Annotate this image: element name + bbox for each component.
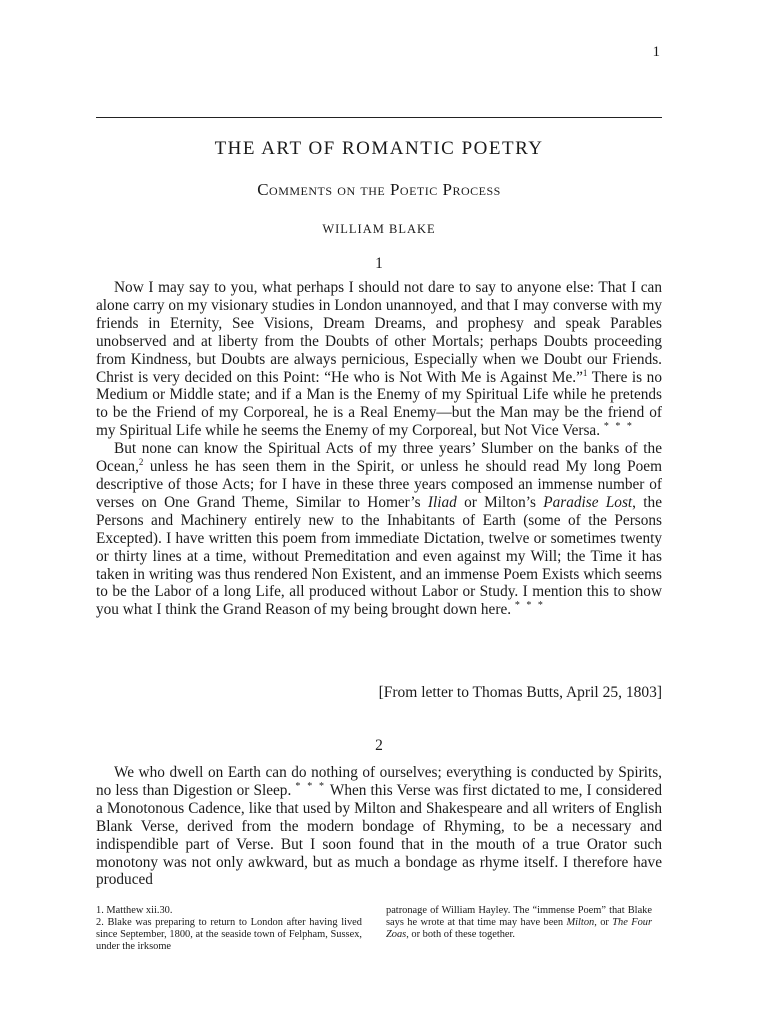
paragraph <box>96 279 662 440</box>
footnote-2-continued <box>386 905 652 941</box>
paragraph-text: unless he has seen them in the Spirit, or unless he should read My long Poem descriptive of those Acts; for I have in these three years composed an immense number of verses on One Grand Theme, Similar to Homer’s <box>96 458 662 511</box>
paragraph <box>96 764 662 889</box>
header-rule <box>96 117 662 118</box>
ellipsis-stars: * * * <box>295 780 327 792</box>
page-number: 1 <box>652 44 660 60</box>
source-citation: [From letter to Thomas Butts, April 25, 1803] <box>378 684 662 701</box>
footnote-text: , or <box>594 917 613 928</box>
paragraph-text: , the Persons and Machinery entirely new to the Inhabitants of Earth (some of the Persons Excepted). I have written this poem from immediate Dictation, twelve or sometimes twenty or thirty lines at a time, without Premeditation and even against my Will; the Time it has taken in writing was thus rendered Non Existent, and an immense Poem Exists which seems to be the Labor of a long Life, all produced without Labor or Study. I mention this to show you what I think the Grand Reason of my being brought down here. <box>96 493 662 619</box>
page-subtitle: Comments on the Poetic Process <box>257 180 501 199</box>
section-number-2: 2 <box>375 737 383 754</box>
footnote-column-right <box>386 905 652 941</box>
section-number-1: 1 <box>375 255 383 272</box>
paragraph <box>96 440 662 619</box>
paragraph-text: or Milton’s <box>456 493 544 511</box>
paragraph-text: There is no Medium or Middle state; and if a Man is the Enemy of my Spiritual Life while he pretends to be the Friend of my Corporeal, he is a Real Enemy—but the Man may be the friend of my Spiritual Life while he seems the Enemy of my Corporeal, but Not Vice Versa. <box>96 368 662 440</box>
ellipsis-stars: * * * <box>603 421 634 433</box>
footnote-text: patronage of William Hayley. The “immense Poem” that Blake says he wrote at that time may have been <box>386 905 652 928</box>
paragraph-text: But none can know the Spiritual Acts of my three years’ Slumber on the banks of the Ocean, <box>96 440 662 476</box>
author-name: WILLIAM BLAKE <box>322 222 436 236</box>
section-2-body <box>96 764 662 889</box>
section-1-body <box>96 279 662 619</box>
work-title: Paradise Lost <box>543 493 633 511</box>
page-title: THE ART OF ROMANTIC POETRY <box>214 138 544 159</box>
work-title: The Four Zoas <box>386 917 653 940</box>
footnote-ref: 2 <box>138 456 144 467</box>
footnote-2: 2. Blake was preparing to return to London after having lived since September, 1800, at the seaside town of Felpham, Sussex, under the irksome <box>96 917 362 952</box>
footnote-1: 1. Matthew xii.30. <box>96 905 173 916</box>
footnote-text: , or both of these together. <box>406 929 516 940</box>
paragraph-text: Now I may say to you, what perhaps I should not dare to say to anyone else: That I can alone carry on my visionary studies in London unannoyed, and that I may converse with my friends in Eternity, See Visions, Dream Dreams, and prophesy and speak Parables unobserved and at liberty from the Doubts of other Mortals; perhaps Doubts proceeding from Kindness, but Doubts are always pernicious, Especially when we Doubt our Friends. Christ is very decided on this Point: “He who is Not With Me is Against Me.” <box>96 279 662 386</box>
footnote-column-left <box>96 905 362 953</box>
work-title: Iliad <box>427 493 457 511</box>
paragraph-text: When this Verse was first dictated to me, I considered a Monotonous Cadence, like that used by Milton and Shakespeare and all writers of English Blank Verse, derived from the modern bondage of Rhyming, to be a necessary and indispendible part of Verse. But I soon found that in the mouth of a true Orator such monotony was not only awkward, but as much a bondage as rhyme itself. I therefore have produced <box>96 781 663 889</box>
ellipsis-stars: * * * <box>514 600 545 612</box>
footnote-ref: 1 <box>582 367 588 378</box>
work-title: Milton <box>566 917 595 928</box>
paragraph-text: We who dwell on Earth can do nothing of ourselves; everything is conducted by Spirits, no less than Digestion or Sleep. <box>96 764 662 799</box>
